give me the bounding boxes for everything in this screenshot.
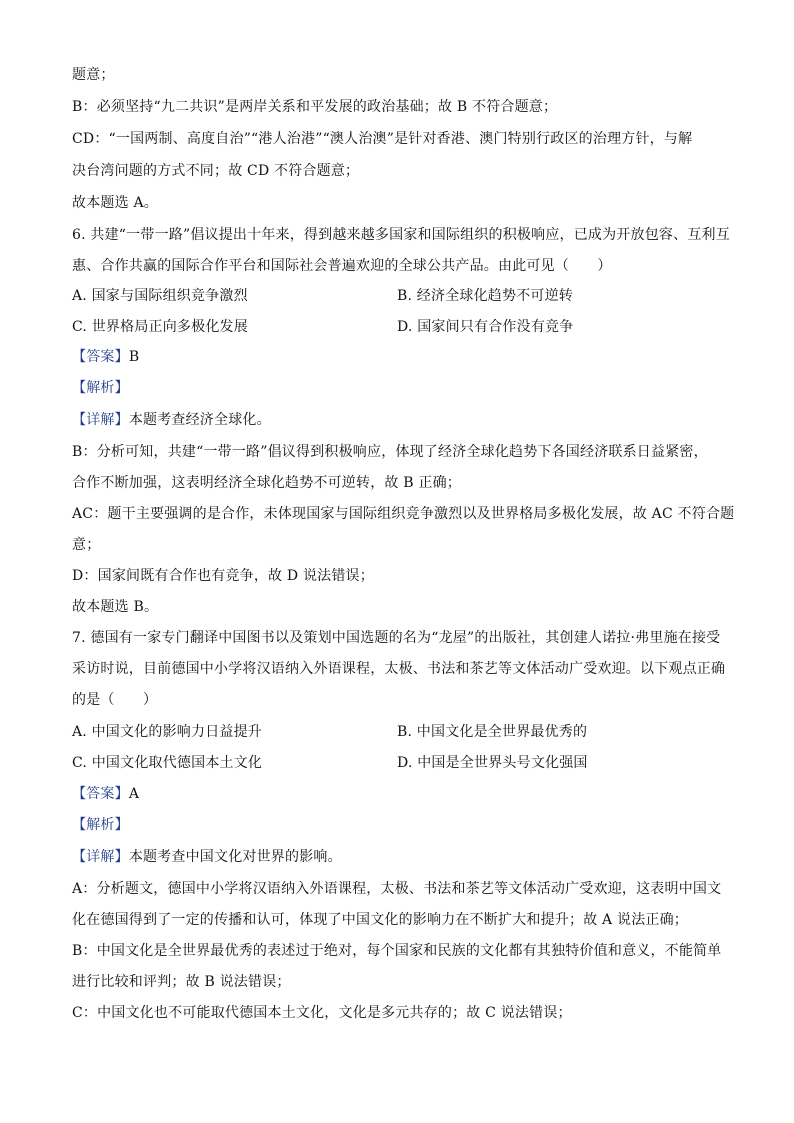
- answer-label: 【答案】: [72, 786, 129, 802]
- q6-option-a: A. 国家与国际组织竞争激烈: [72, 288, 248, 304]
- q7-option-c: C. 中国文化取代德国本土文化: [72, 755, 263, 771]
- text-line: B：必须坚持“九二共识”是两岸关系和平发展的政治基础；故 B 不符合题意；: [72, 99, 558, 115]
- q7-analysis-label: 【解析】: [72, 817, 129, 833]
- question-6-stem: 惠、合作共赢的国际合作平台和国际社会普遍欢迎的全球公共产品。由此可见（ ）: [72, 258, 612, 274]
- question-7-stem: 的是（ ）: [72, 692, 158, 708]
- q7-option-d: D. 中国是全世界头号文化强国: [397, 755, 588, 771]
- q7-explain-line: C：中国文化也不可能取代德国本土文化，文化是多元共存的；故 C 说法错误；: [72, 1005, 572, 1021]
- detail-label: 【详解】: [72, 849, 129, 865]
- q6-analysis-label: 【解析】: [72, 380, 129, 396]
- q7-detail: 【详解】本题考查中国文化对世界的影响。: [72, 849, 342, 865]
- q7-option-b: B. 中国文化是全世界最优秀的: [397, 724, 588, 740]
- answer-label: 【答案】: [72, 349, 129, 365]
- answer-value: B: [128, 349, 140, 365]
- text-line: CD：“一国两制、高度自治”“港人治港”“澳人治澳”是针对香港、澳门特别行政区的治理方针，与解: [72, 131, 693, 147]
- q6-explain-line: 合作不断加强，这表明经济全球化趋势不可逆转，故 B 正确；: [72, 475, 461, 491]
- text-line: 决台湾问题的方式不同；故 CD 不符合题意；: [72, 163, 360, 179]
- q7-explain-line: A：分析题文，德国中小学将汉语纳入外语课程，太极、书法和茶艺等文体活动广受欢迎，这表明中国文: [72, 881, 722, 897]
- q6-option-b: B. 经济全球化趋势不可逆转: [397, 288, 573, 304]
- q7-explain-line: 化在德国得到了一定的传播和认可，体现了中国文化的影响力在不断扩大和提升；故 A 说法正确；: [72, 912, 689, 928]
- q7-explain-line: 进行比较和评判；故 B 说法错误；: [72, 974, 291, 990]
- q6-option-d: D. 国家间只有合作没有竞争: [397, 319, 574, 335]
- text-line: 题意；: [72, 67, 115, 83]
- q6-detail: 【详解】本题考查经济全球化。: [72, 412, 271, 428]
- q6-explain-line: 意；: [72, 537, 101, 553]
- q7-answer: [72, 784, 139, 804]
- answer-value: A: [128, 786, 140, 802]
- q7-explain-line: B：中国文化是全世界最优秀的表述过于绝对，每个国家和民族的文化都有其独特价值和意义，不能简单: [72, 943, 722, 959]
- q6-option-c: C. 世界格局正向多极化发展: [72, 319, 248, 335]
- q6-answer: [72, 347, 139, 367]
- q6-explain-line: 故本题选 B。: [72, 599, 159, 615]
- q6-explain-line: B：分析可知，共建“一带一路”倡议得到积极响应，体现了经济全球化趋势下各国经济联系日益紧密，: [72, 444, 708, 460]
- q7-option-a: A. 中国文化的影响力日益提升: [72, 724, 263, 740]
- question-7-stem: 采访时说，目前德国中小学将汉语纳入外语课程，太极、书法和茶艺等文体活动广受欢迎。以下观点正确: [72, 661, 726, 677]
- question-7-stem: 7. 德国有一家专门翻译中国图书以及策划中国选题的名为“龙屋”的出版社，其创建人诺拉·弗里施在接受: [72, 630, 721, 646]
- question-6-stem: 6. 共建“一带一路”倡议提出十年来，得到越来越多国家和国际组织的积极响应，已成为开放包容、互利互: [72, 227, 730, 243]
- text-line: 故本题选 A。: [72, 195, 158, 211]
- q6-explain-line: D：国家间既有合作也有竞争，故 D 说法错误；: [72, 568, 374, 584]
- q6-explain-line: AC：题干主要强调的是合作，未体现国家与国际组织竞争激烈以及世界格局多极化发展，故 AC 不符合题: [72, 506, 735, 522]
- detail-label: 【详解】: [72, 412, 129, 428]
